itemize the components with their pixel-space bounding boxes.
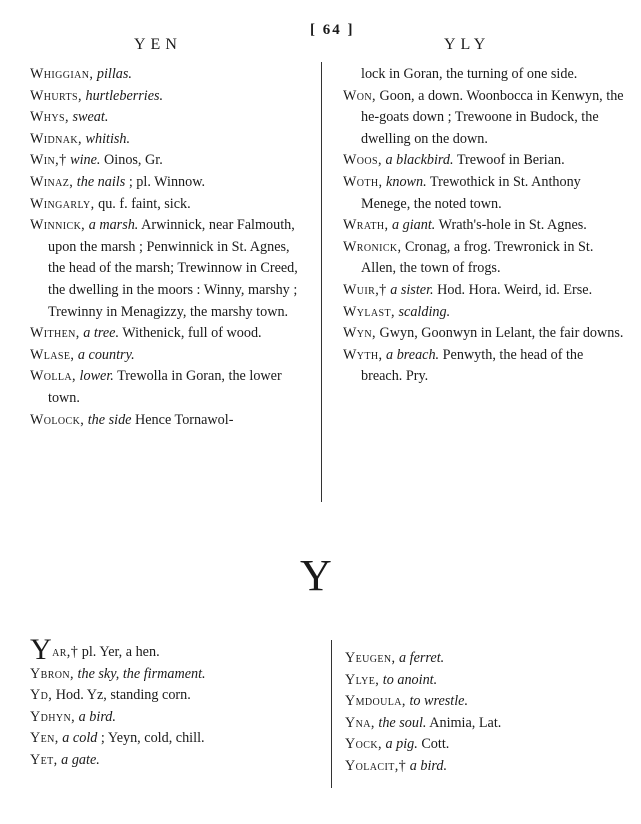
dictionary-entry: Whiggian, pillas. [30,66,132,82]
dictionary-entry: Winnick, a marsh. Arwinnick, near Falmouth, upon the marsh ; Penwinnick in St. Agnes, the head of the marsh; Trewinnow in Creed, the dwelling in the moors : Winny, marshy ; Trewinny in Menagizzy, the marshy town. [30,217,298,320]
dictionary-entry: Wolock, the side Hence Tornawol- [30,411,234,428]
column-bottom-right [345,648,625,778]
column-bottom-left [30,633,310,772]
dictionary-entry: Wolla, lower. Trewolla in Goran, the lower town. [30,368,282,406]
dictionary-entry: Ydhyn, a bird. [30,708,116,725]
dictionary-entry: Woth, known. Trewothick in St. Anthony Menege, the noted town. [343,173,581,212]
dictionary-entry: Yet, a gate. [30,751,100,768]
dictionary-entry: Woos, a blackbird. Trewoof in Berian. [343,152,565,169]
dictionary-entry: Wingarly, qu. f. faint, sick. [30,195,191,212]
dictionary-entry: Wlase, a country. [30,346,135,363]
dictionary-entry: Widnak, whitish. [30,130,131,147]
dictionary-entry: Yock, a pig. Cott. [345,736,450,753]
running-head-left: YEN [134,36,182,53]
dictionary-entry: Yolacit,† a bird. [345,757,448,774]
dictionary-entry: Ylye, to anoint. [345,671,438,688]
dictionary-entry: Ymdoula, to wrestle. [345,693,469,710]
column-top-right [343,64,628,388]
column-divider-bottom [331,640,332,788]
dictionary-entry: Yna, the soul. Animia, Lat. [345,714,502,731]
dictionary-entry: Yd, Hod. Yz, standing corn. [30,687,191,704]
dictionary-entry: Yen, a cold ; Yeyn, cold, chill. [30,730,205,747]
dictionary-entry: Whurts, hurtleberries. [30,87,164,104]
dictionary-entry: Wylast, scalding. [343,303,451,320]
dictionary-entry: Win,† wine. Oinos, Gr. [30,152,163,169]
dictionary-entry: Ybron, the sky, the firmament. [30,665,206,682]
dictionary-entry: Winaz, the nails ; pl. Winnow. [30,173,206,190]
section-letter: Y [300,551,332,600]
column-divider-top [321,62,322,502]
dictionary-entry: Whys, sweat. [30,109,109,126]
dictionary-entry: Wrath, a giant. Wrath's-hole in St. Agnes. [343,217,587,234]
dictionary-entry: Wyn, Gwyn, Goonwyn in Lelant, the fair downs. [343,325,624,342]
dictionary-entry: Yeugen, a ferret. [345,650,445,666]
page-number: [ 64 ] [310,22,355,38]
dictionary-entry: Wyth, a breach. Penwyth, the head of the breach. Pry. [343,346,584,385]
dictionary-entry: Wronick, Cronag, a frog. Trewronick in St. Allen, the town of frogs. [343,238,594,277]
dictionary-entry: Withen, a tree. Withenick, full of wood. [30,325,262,342]
dictionary-entry: Yar,† pl. Yer, a hen. [30,633,160,666]
dictionary-entry: Wuir,† a sister. Hod. Hora. Weird, id. Erse. [343,281,593,298]
running-head-right: YLY [444,36,491,53]
dictionary-entry: Won, Goon, a down. Woonbocca in Kenwyn, the he-goats down ; Trewoone in Budock, the dwelling on the down. [343,87,624,147]
column-top-left [30,64,306,431]
entry-continuation: lock in Goran, the turning of one side. [361,66,578,82]
